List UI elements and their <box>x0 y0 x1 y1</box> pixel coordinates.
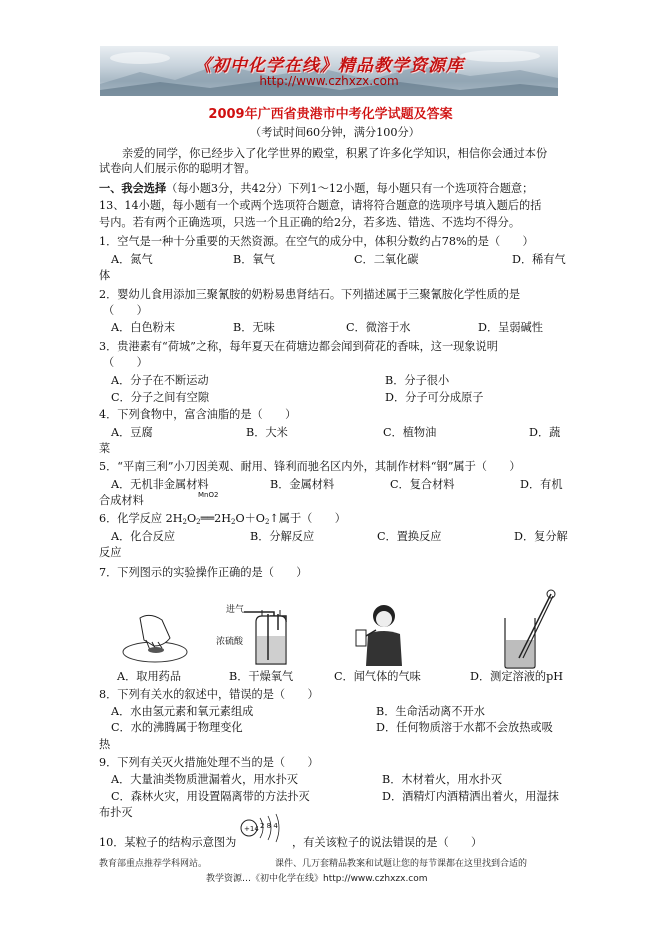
q1-cont: 体 <box>99 269 111 282</box>
q8-option-d: D．任何物质溶于水都不会放热或吸 <box>376 721 553 734</box>
q3-option-b: B．分子很小 <box>385 374 450 387</box>
header-banner <box>100 46 558 96</box>
footer-left: 教育部重点推荐学科网站。 <box>99 859 208 869</box>
footer-link[interactable]: 教学资源…《初中化学在线》http://www.czhxzx.com <box>206 874 428 884</box>
banner-url[interactable]: http://www.czhxzx.com <box>259 74 399 88</box>
q6-option-d: D．复分解 <box>514 530 568 543</box>
atom-shells: 2 8 4 <box>260 822 278 830</box>
q2-option-c: C．微溶于水 <box>346 321 411 334</box>
q8-option-b: B．生命活动离不开水 <box>376 705 485 718</box>
q10-stem-pre: 10．某粒子的结构示意图为 <box>99 836 237 849</box>
q5-option-a: A．无机非金属材料 <box>111 478 209 491</box>
exam-info: （考试时间60分钟，满分100分） <box>250 126 420 139</box>
q6-catalyst: MnO2 <box>198 491 219 499</box>
q7-stem: 7．下列图示的实验操作正确的是（ ） <box>99 566 308 579</box>
q2-paren: （ ） <box>103 304 148 317</box>
q2-option-d: D．呈弱碱性 <box>478 321 543 334</box>
q1-option-d: D．稀有气 <box>512 253 566 266</box>
q10-stem-post: ，有关该粒子的说法错误的是（ ） <box>292 836 483 849</box>
q6-cont: 反应 <box>99 546 122 559</box>
q2-option-a: A．白色粉末 <box>111 321 176 334</box>
banner-title: 《初中化学在线》精品教学资源库 <box>194 56 464 76</box>
q4-option-d: D．蔬 <box>529 426 561 439</box>
q7-option-c: C．闻气体的气味 <box>334 670 421 683</box>
q3-option-d: D．分子可分成原子 <box>385 391 484 404</box>
q3-option-a: A．分子在不断运动 <box>111 374 209 387</box>
q4-option-a: A．豆腐 <box>111 426 153 439</box>
intro-line-2: 试卷向人们展示你的聪明才智。 <box>99 162 256 175</box>
paper-title: 2009年广西省贵港市中考化学试题及答案 <box>208 107 453 122</box>
figure-b-gas-label: 进气 <box>226 605 245 615</box>
q5-option-b: B．金属材料 <box>270 478 335 491</box>
q5-option-c: C．复合材料 <box>390 478 455 491</box>
footer-right: 课件、几万套精品教案和试题让您的每节课都在这里找到合适的 <box>275 859 528 869</box>
q3-option-c: C．分子之间有空隙 <box>111 391 210 404</box>
q8-option-a: A．水由氢元素和氧元素组成 <box>111 705 254 718</box>
q9-option-a: A．大量油类物质泄漏着火，用水扑灭 <box>111 773 299 786</box>
q4-cont: 菜 <box>99 442 111 455</box>
figure-b-acid-label: 浓硫酸 <box>216 637 244 647</box>
q2-option-b: B．无味 <box>233 321 275 334</box>
figure-d-beaker-icon <box>493 588 563 670</box>
q6-option-a: A．化合反应 <box>111 530 176 543</box>
q9-cont: 布扑灭 <box>99 806 133 819</box>
q6-stem: 6．化学反应 $2H_2O_2══2H_2O+O_2↑$属于（ ） <box>99 512 346 526</box>
q9-option-d: D．酒精灯内酒精洒出着火，用湿抹 <box>382 790 559 803</box>
q9-option-b: B．木材着火，用水扑灭 <box>382 773 503 786</box>
q8-stem: 8．下列有关水的叙述中，错误的是（ ） <box>99 688 319 701</box>
q4-option-b: B．大米 <box>246 426 288 439</box>
q9-stem: 9．下列有关灭火措施处理不当的是（ ） <box>99 756 319 769</box>
q4-option-c: C．植物油 <box>383 426 437 439</box>
section-title: 一、我会选择 <box>99 182 167 195</box>
q3-paren: （ ） <box>103 356 148 369</box>
section-rule-1: （每小题3分，共42分）下列1～12小题，每小题只有一个选项符合题意； <box>166 182 534 195</box>
q8-cont: 热 <box>99 738 111 751</box>
q1-option-a: A．氮气 <box>111 253 153 266</box>
q1-option-c: C．二氧化碳 <box>354 253 419 266</box>
q6-option-b: B．分解反应 <box>250 530 315 543</box>
q4-stem: 4．下列食物中，富含油脂的是（ ） <box>99 408 297 421</box>
q7-option-b: B．干燥氧气 <box>229 670 294 683</box>
q1-option-b: B．氧气 <box>233 253 275 266</box>
q1-stem: 1．空气是一种十分重要的天然资源。在空气的成分中，体积分数约占78%的是（ ） <box>99 235 534 248</box>
q5-cont: 合成材料 <box>99 494 144 507</box>
section-rule-2: 13、14小题，每小题有一个或两个选项符合题意，请将符合题意的选项序号填入题后的括 <box>99 199 542 212</box>
q5-option-d: D．有机 <box>520 478 563 491</box>
figure-b-bottle-icon <box>244 600 304 668</box>
q5-stem: 5．“平南三利”小刀因美观、耐用、锋利而驰名区内外，其制作材料“钢”属于（ ） <box>99 460 521 473</box>
atom-nucleus: +14 <box>244 825 259 833</box>
section-heading <box>99 182 533 196</box>
q6-option-c: C．置换反应 <box>377 530 442 543</box>
intro-line-1: 亲爱的同学，你已经步入了化学世界的殿堂，积累了许多化学知识，相信你会通过本份 <box>122 147 548 160</box>
q2-stem: 2．婴幼儿食用添加三聚氰胺的奶粉易患肾结石。下列描述属于三聚氰胺化学性质的是 <box>99 288 521 301</box>
q3-stem: 3．贵港素有“荷城”之称，每年夏天在荷塘边都会闻到荷花的香味，这一现象说明 <box>99 340 498 353</box>
q8-option-c: C．水的沸腾属于物理变化 <box>111 721 243 734</box>
q9-option-c: C．森林火灾，用设置隔离带的方法扑灭 <box>111 790 310 803</box>
figure-c-person-icon <box>350 600 410 668</box>
figure-a-hand-icon <box>120 610 190 665</box>
section-rule-3: 号内。若有两个正确选项，只选一个且正确的给2分，若多选、错选、不选均不得分。 <box>99 216 521 229</box>
q7-option-a: A．取用药品 <box>117 670 182 683</box>
q7-option-d: D．测定溶液的pH <box>470 670 564 683</box>
